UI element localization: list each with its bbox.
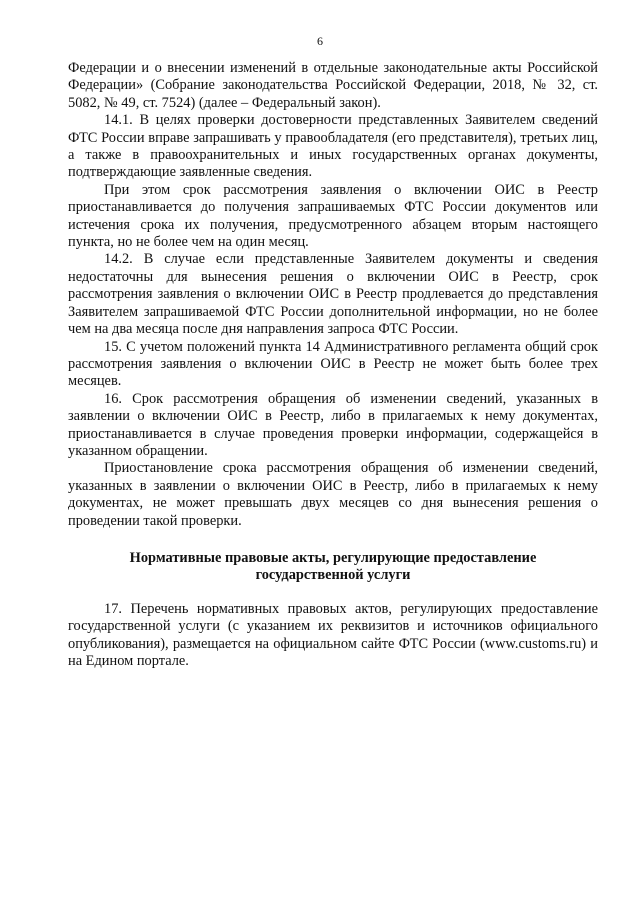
- paragraph-15: 15. С учетом положений пункта 14 Административного регламента общий срок рассмотрения заявления о включении ОИС в Реестр не может быть более трех месяцев.: [68, 338, 598, 390]
- paragraph-federal-law-ref: Федерации и о внесении изменений в отдельные законодательные акты Российской Федерации» (Собрание законодательства Российской Федерации, 2018, № 32, ст. 5082, № 49, ст. 7524) (далее – Федеральный закон).: [68, 60, 598, 111]
- paragraph-16: 16. Срок рассмотрения обращения об изменении сведений, указанных в заявлении о включении ОИС в Реестр, либо в прилагаемых к нему документах, приостанавливается в случае проведения проверки информации, содержащейся в указанном обращении.: [68, 390, 598, 459]
- page-number: 6: [317, 34, 323, 48]
- paragraph-17: 17. Перечень нормативных правовых актов, регулирующих предоставление государственной услуги (с указанием их реквизитов и источников официального опубликования), размещается на официальном сайте ФТС России (www.customs.ru) и на Едином портале.: [68, 600, 598, 669]
- paragraph-14-1-suspension: При этом срок рассмотрения заявления о включении ОИС в Реестр приостанавливается до получения запрашиваемых ФТС России документов или истечения срока их получения, предусмотренного абзацем вторым настоящего пункта, но не более чем на один месяц.: [68, 181, 598, 251]
- paragraph-16-suspension: Приостановление срока рассмотрения обращения об изменении сведений, указанных в заявлении о включении ОИС в Реестр, либо в прилагаемых к нему документах, не может превышать двух месяцев со дня вынесения решения о проведении такой проверки.: [68, 460, 598, 529]
- document-body: [68, 60, 598, 670]
- section-heading: Нормативные правовые акты, регулирующие предоставление государственной услуги: [129, 549, 537, 584]
- paragraph-14-2: 14.2. В случае если представленные Заявителем документы и сведения недостаточны для вынесения решения о включении ОИС в Реестр, срок рассмотрения заявления о включении ОИС в Реестр продлевается до представления Заявителем запрашиваемой ФТС России дополнительной информации, но не более чем на два месяца после дня направления запроса ФТС России.: [68, 251, 598, 338]
- paragraph-14-1: 14.1. В целях проверки достоверности представленных Заявителем сведений ФТС России вправе запрашивать у правообладателя (его представителя), третьих лиц, а также в правоохранительных и иных государственных органах документы, подтверждающие заявленные сведения.: [68, 112, 598, 181]
